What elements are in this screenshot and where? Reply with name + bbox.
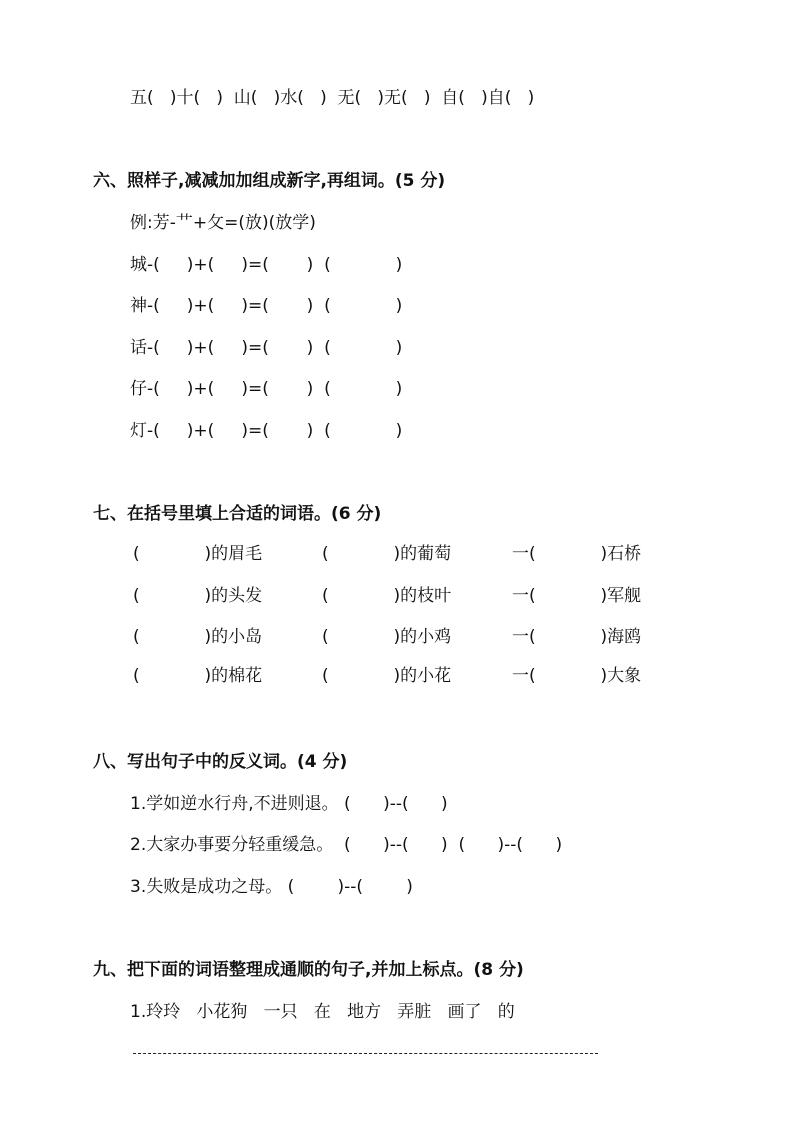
answer-line[interactable] [133, 1053, 598, 1054]
section7-item: ( )的眉毛 [133, 544, 263, 564]
section7-item: ( )的棉花 [133, 666, 263, 686]
section6-example: 例:芳-艹+攵=(放)(放学) [130, 213, 316, 233]
section8-item: 3.失败是成功之母。 ( )--( ) [130, 877, 413, 897]
section7-item: 一( )海鸥 [512, 627, 642, 647]
section7-item: ( )的葡萄 [322, 544, 452, 564]
section7-item: ( )的小花 [322, 666, 452, 686]
section9-item: 1.玲玲 小花狗 一只 在 地方 弄脏 画了 的 [130, 1002, 515, 1022]
section6-row: 城-( )+( )=( ) ( ) [130, 255, 403, 275]
section8-item: 2.大家办事要分轻重缓急。 ( )--( ) ( )--( ) [130, 835, 563, 855]
section7-item: ( )的小鸡 [322, 627, 452, 647]
section8-heading: 八、写出句子中的反义词。(4 分) [93, 752, 348, 772]
section7-heading: 七、在括号里填上合适的词语。(6 分) [93, 504, 382, 524]
section7-item: 一( )大象 [512, 666, 642, 686]
top-line: 五( )十( ) 山( )水( ) 无( )无( ) 自( )自( ) [130, 88, 535, 108]
section6-row: 灯-( )+( )=( ) ( ) [130, 421, 403, 441]
section6-row: 仔-( )+( )=( ) ( ) [130, 379, 403, 399]
section6-heading: 六、照样子,减减加加组成新字,再组词。(5 分) [93, 171, 446, 191]
section7-item: ( )的头发 [133, 586, 263, 606]
section9-heading: 九、把下面的词语整理成通顺的句子,并加上标点。(8 分) [93, 960, 524, 980]
section7-item: ( )的枝叶 [322, 586, 452, 606]
section7-item: ( )的小岛 [133, 627, 263, 647]
section7-item: 一( )石桥 [512, 544, 642, 564]
section6-row: 话-( )+( )=( ) ( ) [130, 338, 403, 358]
section8-item: 1.学如逆水行舟,不进则退。 ( )--( ) [130, 794, 448, 814]
section6-row: 神-( )+( )=( ) ( ) [130, 296, 403, 316]
section7-item: 一( )军舰 [512, 586, 642, 606]
